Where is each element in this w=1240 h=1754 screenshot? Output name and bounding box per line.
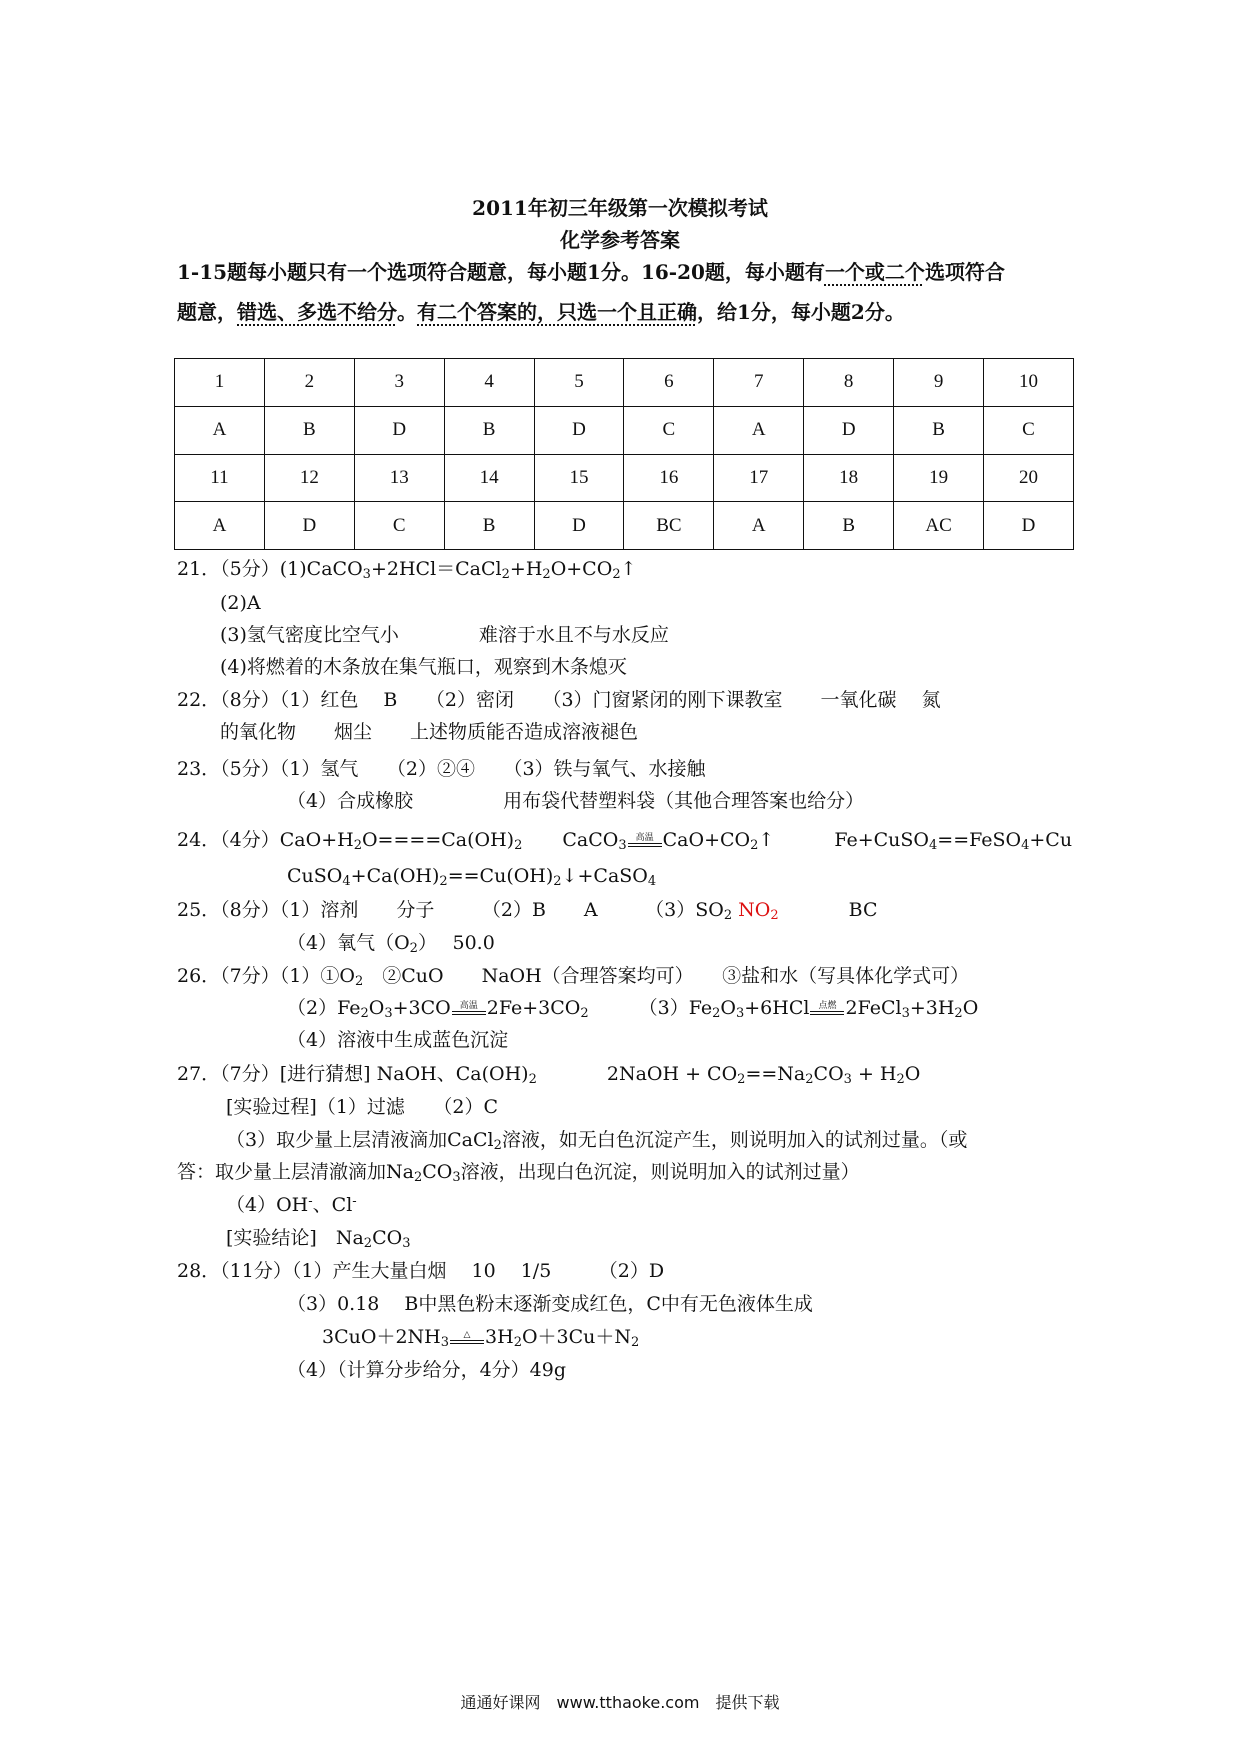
scoring-instructions [177, 252, 1077, 332]
q21-line-2: (2)A [220, 592, 261, 614]
answer-cell: B [894, 406, 984, 454]
question-number-cell: 16 [624, 454, 714, 502]
q21-line-1: 21．（5分）$(1)CaCO_3+2HCl=CaCl_2+H_2O+CO_2↑$ [177, 558, 637, 582]
question-number-cell: 7 [714, 359, 804, 407]
q24-line-2: $CuSO_4+Ca(OH)_2==Cu(OH)_2↓+CaSO_4$ [287, 865, 657, 889]
q25-line-1: 25．（8分）（1）溶剂 分子 （2）B A $(3)SO_2$ $NO_2$ BC [177, 899, 878, 923]
q21-line-4: (4)将燃着的木条放在集气瓶口，观察到木条熄灭 [220, 656, 627, 678]
question-number-cell: 19 [894, 454, 984, 502]
q22-line-2: 的氧化物 烟尘 上述物质能否造成溶液褪色 [220, 721, 639, 743]
answer-cell: D [804, 406, 894, 454]
answer-cell: A [175, 502, 265, 550]
q27-line-6: [实验结论] $Na_2CO_3$ [226, 1227, 411, 1251]
q28-line-4: （4）（计算分步给分，4分）49g [287, 1359, 567, 1381]
answer-cell: A [714, 406, 804, 454]
high-temp-arrow-icon: 高温 [452, 1002, 486, 1015]
q27-line-4: 答：取少量上层清澈滴加$Na_2CO_3$溶液，出现白色沉淀，则说明加入的试剂过量） [177, 1161, 860, 1185]
q28-line-1: 28．（11分）（1）产生大量白烟 10 1/5 （2）D [177, 1260, 665, 1282]
answer-cell: C [984, 406, 1074, 454]
answer-cell: B [444, 406, 534, 454]
answer-cell: B [444, 502, 534, 550]
page-title: 2011年初三年级第一次模拟考试 [472, 196, 768, 220]
question-number-row [175, 454, 1074, 502]
instruction-line-1: 1-15题每小题只有一个选项符合题意，每小题1分。16-20题，每小题有一个或二个选项符合 [177, 260, 1005, 284]
instruction-line-2: 题意，错选、多选不给分。有二个答案的，只选一个且正确，给1分，每小题2分。 [177, 300, 905, 324]
q23-line-1: 23．（5分）（1）氢气 （2）②④ （3）铁与氧气、水接触 [177, 758, 706, 780]
question-number-cell: 9 [894, 359, 984, 407]
q26-line-2: $(2)Fe_2O_3+3CO$ 高温 $2Fe+3CO_2$ $(3)Fe_2O_3+6HCl$ 点燃 $2FeCl_3+3H_2O$ [287, 997, 979, 1021]
answer-cell: B [804, 502, 894, 550]
answer-cell: D [534, 502, 624, 550]
answer-cell: D [264, 502, 354, 550]
q27-line-2: [实验过程]（1）过滤 （2）C [226, 1096, 499, 1118]
q28-line-3: $3CuO+2NH_3$ △ $3H_2O+3Cu+N_2$ [322, 1326, 640, 1350]
answer-cell: C [624, 406, 714, 454]
q24-line-1: 24．（4分）$CaO+H_2O====Ca(OH)_2$ CaCO$_3$ 高温 $CaO+CO_2↑$ Fe+CuSO$_4$==FeSO$_4$+Cu [177, 829, 1073, 853]
q26-line-1: 26．（7分）$(1)①O_2$ ②CuO NaOH（合理答案均可） ③盐和水（写具体化学式可） [177, 965, 970, 989]
answer-row [175, 502, 1074, 550]
answer-cell: AC [894, 502, 984, 550]
question-number-cell: 14 [444, 454, 534, 502]
question-number-cell: 11 [175, 454, 265, 502]
question-number-cell: 5 [534, 359, 624, 407]
page-footer: 通通好课网 www.tthaoke.com 提供下载 [460, 1693, 780, 1712]
question-number-cell: 12 [264, 454, 354, 502]
question-number-cell: 8 [804, 359, 894, 407]
q21-line-3: (3)氢气密度比空气小 难溶于水且不与水反应 [220, 624, 669, 646]
answer-cell: A [714, 502, 804, 550]
question-number-cell: 17 [714, 454, 804, 502]
ignite-arrow-icon: 点燃 [810, 1002, 844, 1015]
q26-line-3: （4）溶液中生成蓝色沉淀 [287, 1029, 509, 1051]
q23-line-2: （4）合成橡胶 用布袋代替塑料袋（其他合理答案也给分） [287, 790, 865, 812]
high-temp-arrow-icon: 高温 [628, 834, 662, 847]
q27-line-5: （4）OH-、Cl- [226, 1194, 357, 1216]
question-number-cell: 4 [444, 359, 534, 407]
question-number-cell: 6 [624, 359, 714, 407]
page-subtitle: 化学参考答案 [560, 228, 680, 252]
q25-line-2: （4）氧气$(O_2)$ 50.0 [287, 932, 495, 956]
question-number-cell: 2 [264, 359, 354, 407]
question-number-cell: 20 [984, 454, 1074, 502]
q27-line-3: （3）取少量上层清液滴加CaCl$_2$溶液，如无白色沉淀产生，则说明加入的试剂过量。（或 [226, 1129, 968, 1153]
answer-cell: A [175, 406, 265, 454]
question-number-cell: 13 [354, 454, 444, 502]
question-number-cell: 15 [534, 454, 624, 502]
q27-line-1: 27．（7分）[进行猜想] NaOH、$Ca(OH)_2$ 2NaOH + $CO_2==Na_2CO_3 + H_2O$ [177, 1063, 921, 1087]
question-number-cell: 18 [804, 454, 894, 502]
answer-cell: C [354, 502, 444, 550]
question-number-cell: 10 [984, 359, 1074, 407]
heat-arrow-icon: △ [450, 1331, 484, 1344]
answer-table [174, 358, 1074, 550]
q22-line-1: 22．（8分）（1）红色 B （2）密闭 （3）门窗紧闭的刚下课教室 一氧化碳 氮 [177, 689, 941, 711]
no2-highlight: $NO_2$ [738, 899, 779, 923]
answer-cell: D [354, 406, 444, 454]
answer-cell: B [264, 406, 354, 454]
question-number-row [175, 359, 1074, 407]
answer-cell: D [534, 406, 624, 454]
q28-line-2: （3）0.18 B中黑色粉末逐渐变成红色，C中有无色液体生成 [287, 1293, 813, 1315]
question-number-cell: 3 [354, 359, 444, 407]
question-number-cell: 1 [175, 359, 265, 407]
answer-row [175, 406, 1074, 454]
answer-cell: BC [624, 502, 714, 550]
answer-cell: D [984, 502, 1074, 550]
